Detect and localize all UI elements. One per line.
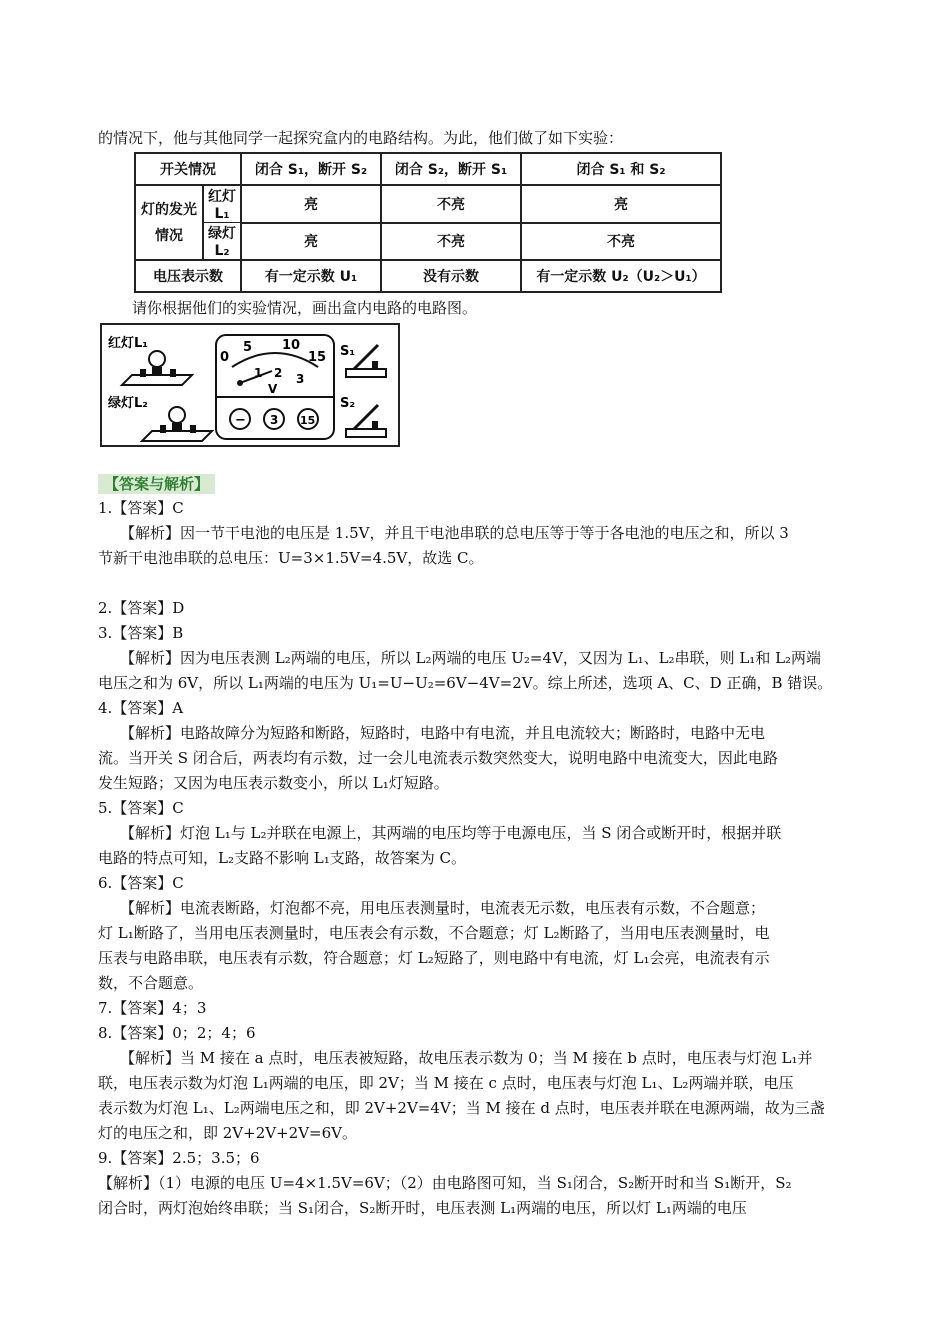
answer-line: 联，电压表示数为灯泡 L₁两端的电压，即 2V；当 M 接在 c 点时，电压表与灯泡 L₁、L₂两端并联，电压 (98, 1074, 794, 1092)
answer-line: 5.【答案】C (98, 799, 184, 817)
answer-line: 数，不合题意。 (98, 974, 204, 992)
meter-scale-1: 1 (254, 366, 263, 380)
answer-line: 9.【答案】2.5；3.5；6 (98, 1149, 260, 1167)
meter-unit: V (268, 382, 278, 396)
table-cell: 亮 (241, 223, 381, 261)
answers-block (98, 496, 858, 1221)
table-cell: 有一定示数 U₂（U₂＞U₁） (521, 260, 721, 292)
table-cell: 不亮 (381, 185, 521, 223)
answer-line: 【解析】电路故障分为短路和断路，短路时，电路中有电流，并且电流较大；断路时，电路中无电 (120, 724, 766, 742)
table-cell: 没有示数 (381, 260, 521, 292)
switch-s1-label: S₁ (340, 344, 356, 359)
terminal-negative: − (235, 413, 246, 428)
table-voltmeter-label: 电压表示数 (135, 260, 241, 292)
answer-line: 【解析】（1）电源的电压 U=4×1.5V=6V；（2）由电路图可知，当 S₁闭合，S₂断开时和当 S₁断开，S₂ (98, 1174, 792, 1192)
answer-line: 发生短路；又因为电压表示数变小，所以 L₁灯短路。 (98, 774, 449, 792)
terminal-15: 15 (300, 414, 316, 427)
section-title: 【答案与解析】 (98, 474, 215, 494)
experiment-table (134, 152, 722, 293)
circuit-components-figure (100, 323, 400, 447)
table-group-label: 灯的发光情况 (135, 185, 203, 260)
answer-line: 电路的特点可知，L₂支路不影响 L₁支路，故答案为 C。 (98, 849, 466, 867)
table-header-switch: 开关情况 (135, 153, 241, 185)
answer-line: 节新干电池串联的总电压：U=3×1.5V=4.5V，故选 C。 (98, 549, 484, 567)
answer-line: 4.【答案】A (98, 699, 184, 717)
answer-line: 【解析】因一节干电池的电压是 1.5V，并且干电池串联的总电压等于等于各电池的电压之和，所以 3 (120, 524, 789, 542)
answer-line: 8.【答案】0；2；4；6 (98, 1024, 256, 1042)
table-cell: 有一定示数 U₁ (241, 260, 381, 292)
answer-line: 【解析】因为电压表测 L₂两端的电压，所以 L₂两端的电压 U₂=4V，又因为 L₁、L₂串联，则 L₁和 L₂两端 (120, 649, 822, 667)
answer-line: 电压之和为 6V，所以 L₁两端的电压为 U₁=U−U₂=6V−4V=2V。综上所述，选项 A、C、D 正确，B 错误。 (98, 674, 833, 692)
terminal-3: 3 (270, 413, 279, 427)
intro-line: 的情况下，他与其他同学一起探究盒内的电路结构。为此，他们做了如下实验： (98, 129, 624, 147)
answer-line: 压表与电路串联，电压表有示数，符合题意；灯 L₂短路了，则电路中有电流，灯 L₁会亮，电流表有示 (98, 949, 770, 967)
answer-line: 【解析】当 M 接在 a 点时，电压表被短路，故电压表示数为 0；当 M 接在 b 点时，电压表与灯泡 L₁并 (120, 1049, 813, 1067)
table-header-case1: 闭合 S₁，断开 S₂ (241, 153, 381, 185)
table-green-lamp: 绿灯 L₂ (203, 223, 241, 261)
answer-line: 闭合时，两灯泡始终串联；当 S₁闭合，S₂断开时，电压表测 L₁两端的电压，所以灯 L₁两端的电压 (98, 1199, 747, 1217)
meter-scale-3: 3 (296, 372, 305, 386)
meter-scale-0: 0 (220, 350, 230, 365)
meter-scale-5: 5 (243, 340, 253, 355)
table-header-case3: 闭合 S₁ 和 S₂ (521, 153, 721, 185)
table-header-case2: 闭合 S₂，断开 S₁ (381, 153, 521, 185)
meter-scale-10: 10 (282, 338, 301, 353)
answer-line: 1.【答案】C (98, 499, 184, 517)
switch-s2-label: S₂ (340, 396, 356, 411)
meter-scale-2: 2 (274, 366, 283, 380)
answer-line: 7.【答案】4；3 (98, 999, 207, 1017)
answer-line: 3.【答案】B (98, 624, 184, 642)
green-lamp-label: 绿灯L₂ (108, 396, 148, 411)
green-lamp-icon (142, 407, 212, 441)
red-lamp-label: 红灯L₁ (108, 336, 148, 351)
answer-line: 【解析】灯泡 L₁与 L₂并联在电源上，其两端的电压均等于电源电压，当 S 闭合或断开时，根据并联 (120, 824, 782, 842)
meter-scale-15: 15 (308, 350, 327, 365)
answer-line: 6.【答案】C (98, 874, 184, 892)
answer-line: 【解析】电流表断路，灯泡都不亮，用电压表测量时，电流表无示数，电压表有示数，不合题意； (120, 899, 766, 917)
answer-line: 灯的电压之和，即 2V+2V+2V=6V。 (98, 1124, 357, 1142)
table-red-lamp: 红灯 L₁ (203, 185, 241, 223)
answer-line: 流。当开关 S 闭合后，两表均有示数，过一会儿电流表示数突然变大，说明电路中电流变大，因此电路 (98, 749, 778, 767)
answer-line: 表示数为灯泡 L₁、L₂两端电压之和，即 2V+2V=4V；当 M 接在 d 点时，电压表并联在电源两端，故为三盏 (98, 1099, 825, 1117)
drawing-prompt: 请你根据他们的实验情况，画出盒内电路的电路图。 (132, 299, 478, 317)
table-cell: 亮 (241, 185, 381, 223)
answer-line: 灯 L₁断路了，当用电压表测量时，电压表会有示数，不合题意；灯 L₂断路了，当用电压表测量时，电 (98, 924, 770, 942)
answer-line: 2.【答案】D (98, 599, 185, 617)
red-lamp-icon (122, 351, 192, 385)
table-cell: 不亮 (381, 223, 521, 261)
table-cell: 亮 (521, 185, 721, 223)
table-cell: 不亮 (521, 223, 721, 261)
